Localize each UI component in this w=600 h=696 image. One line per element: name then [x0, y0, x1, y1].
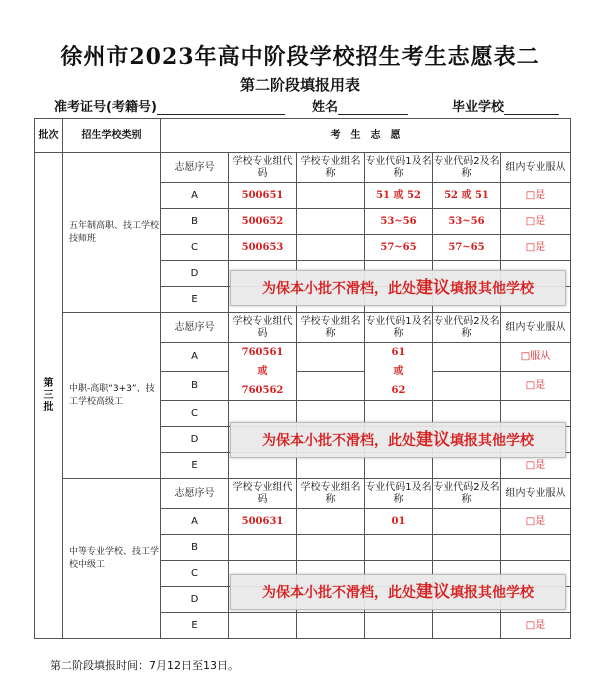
group-name-cell[interactable] [297, 372, 365, 401]
banner-emphasis: 建议 [416, 430, 450, 450]
obey-checkbox[interactable]: □是 [501, 509, 571, 535]
major1-cell[interactable]: 57~65 [365, 235, 433, 261]
col-major2: 专业代码2及名称 [433, 479, 501, 509]
banner-text-1: 为保本小批不滑档，此处 [262, 433, 416, 449]
group-name-cell[interactable] [297, 613, 365, 639]
major-option-2: 62 [391, 385, 406, 396]
exam-id-blank[interactable] [157, 102, 285, 115]
name-field[interactable] [312, 96, 408, 115]
recommendation-banner [230, 574, 566, 610]
col-major1: 专业代码1及名称 [365, 153, 433, 183]
school-code-cell[interactable] [229, 535, 297, 561]
major-or: 或 [393, 366, 404, 377]
school-code-cell[interactable]: 500631 [229, 509, 297, 535]
major2-cell[interactable] [433, 343, 501, 372]
seq-cell: B [161, 372, 229, 401]
group-name-cell[interactable] [297, 509, 365, 535]
school-code-cell[interactable]: 500652 [229, 209, 297, 235]
wish-table [34, 118, 571, 639]
form-subtitle: 第二阶段填报用表 [239, 76, 360, 94]
major2-cell[interactable]: 57~65 [433, 235, 501, 261]
banner-text-2: 填报其他学校 [450, 281, 534, 297]
banner-text-1: 为保本小批不滑档，此处 [262, 585, 416, 601]
batch-cell: 第三批 [35, 153, 63, 639]
banner-text-2: 填报其他学校 [450, 585, 534, 601]
group-name-cell[interactable] [297, 343, 365, 372]
seq-cell: E [161, 287, 229, 313]
obey-checkbox[interactable]: □是 [501, 453, 571, 479]
seq-cell: C [161, 561, 229, 587]
group-name-cell[interactable] [297, 235, 365, 261]
col-school-code: 学校专业组代码 [229, 479, 297, 509]
group-name-cell[interactable] [297, 535, 365, 561]
major2-cell[interactable] [433, 613, 501, 639]
school-blank[interactable] [504, 102, 559, 115]
obey-checkbox[interactable]: □是 [501, 209, 571, 235]
recommendation-banner [230, 422, 566, 458]
school-field[interactable] [452, 96, 559, 115]
col-obey: 组内专业服从 [501, 479, 571, 509]
major1-cell[interactable] [365, 343, 433, 401]
seq-cell: E [161, 613, 229, 639]
school-code-cell[interactable]: 500651 [229, 183, 297, 209]
seq-cell: E [161, 453, 229, 479]
col-obey: 组内专业服从 [501, 313, 571, 343]
footer-note: 第二阶段填报时间：7月12日至13日。 [50, 659, 239, 672]
major1-cell[interactable]: 53~56 [365, 209, 433, 235]
col-seq: 志愿序号 [161, 313, 229, 343]
group-name-cell[interactable] [297, 183, 365, 209]
school-label: 毕业学校 [452, 100, 505, 115]
seq-cell: B [161, 535, 229, 561]
obey-checkbox[interactable]: □是 [501, 235, 571, 261]
col-major1: 专业代码1及名称 [365, 479, 433, 509]
major1-cell[interactable] [365, 613, 433, 639]
school-code-cell[interactable] [229, 343, 297, 401]
obey-checkbox[interactable]: □是 [501, 613, 571, 639]
seq-cell: C [161, 401, 229, 427]
group-name-cell[interactable] [297, 209, 365, 235]
batch-header: 批次 [35, 119, 63, 153]
code-option-1: 760561 [241, 347, 284, 358]
obey-checkbox[interactable]: □是 [501, 372, 571, 401]
major1-cell[interactable]: 51 或 52 [365, 183, 433, 209]
col-group-name: 学校专业组名称 [297, 313, 365, 343]
code-option-2: 760562 [241, 385, 284, 396]
seq-cell: A [161, 343, 229, 372]
form-title: 徐州市2023年高中阶段学校招生考生志愿表二 [60, 44, 540, 70]
seq-cell: A [161, 509, 229, 535]
col-major2: 专业代码2及名称 [433, 153, 501, 183]
major-option-1: 61 [391, 347, 406, 358]
col-major1: 专业代码1及名称 [365, 313, 433, 343]
seq-cell: A [161, 183, 229, 209]
category-cell: 中职-高职“3+3”、技工学校高级工 [63, 313, 161, 479]
col-seq: 志愿序号 [161, 479, 229, 509]
col-seq: 志愿序号 [161, 153, 229, 183]
major2-cell[interactable] [433, 509, 501, 535]
exam-id-label: 准考证号(考籍号) [54, 100, 157, 115]
seq-cell: B [161, 209, 229, 235]
banner-text-1: 为保本小批不滑档，此处 [262, 281, 416, 297]
seq-cell: D [161, 587, 229, 613]
school-code-cell[interactable]: 500653 [229, 235, 297, 261]
category-cell: 五年制高职、技工学校技师班 [63, 153, 161, 313]
obey-checkbox[interactable]: □是 [501, 183, 571, 209]
exam-id-field[interactable] [54, 96, 285, 115]
major1-cell[interactable] [365, 535, 433, 561]
col-obey: 组内专业服从 [501, 153, 571, 183]
seq-cell: D [161, 427, 229, 453]
wishes-header: 考 生 志 愿 [161, 119, 571, 153]
banner-text-2: 填报其他学校 [450, 433, 534, 449]
seq-cell: D [161, 261, 229, 287]
category-cell: 中等专业学校、技工学校中级工 [63, 479, 161, 639]
recommendation-banner [230, 270, 566, 306]
major2-cell[interactable] [433, 535, 501, 561]
col-school-code: 学校专业组代码 [229, 313, 297, 343]
major2-cell[interactable]: 53~56 [433, 209, 501, 235]
col-group-name: 学校专业组名称 [297, 153, 365, 183]
obey-checkbox[interactable] [501, 535, 571, 561]
school-code-cell[interactable] [229, 613, 297, 639]
col-group-name: 学校专业组名称 [297, 479, 365, 509]
seq-cell: C [161, 235, 229, 261]
code-or: 或 [257, 366, 268, 377]
name-label: 姓名 [312, 100, 339, 115]
obey-checkbox[interactable]: □服从 [501, 343, 571, 372]
major2-cell[interactable] [433, 372, 501, 401]
category-header: 招生学校类别 [63, 119, 161, 153]
col-major2: 专业代码2及名称 [433, 313, 501, 343]
banner-emphasis: 建议 [416, 582, 450, 602]
col-school-code: 学校专业组代码 [229, 153, 297, 183]
major1-cell[interactable]: 01 [365, 509, 433, 535]
major2-cell[interactable]: 52 或 51 [433, 183, 501, 209]
banner-emphasis: 建议 [416, 278, 450, 298]
name-blank[interactable] [338, 102, 408, 115]
